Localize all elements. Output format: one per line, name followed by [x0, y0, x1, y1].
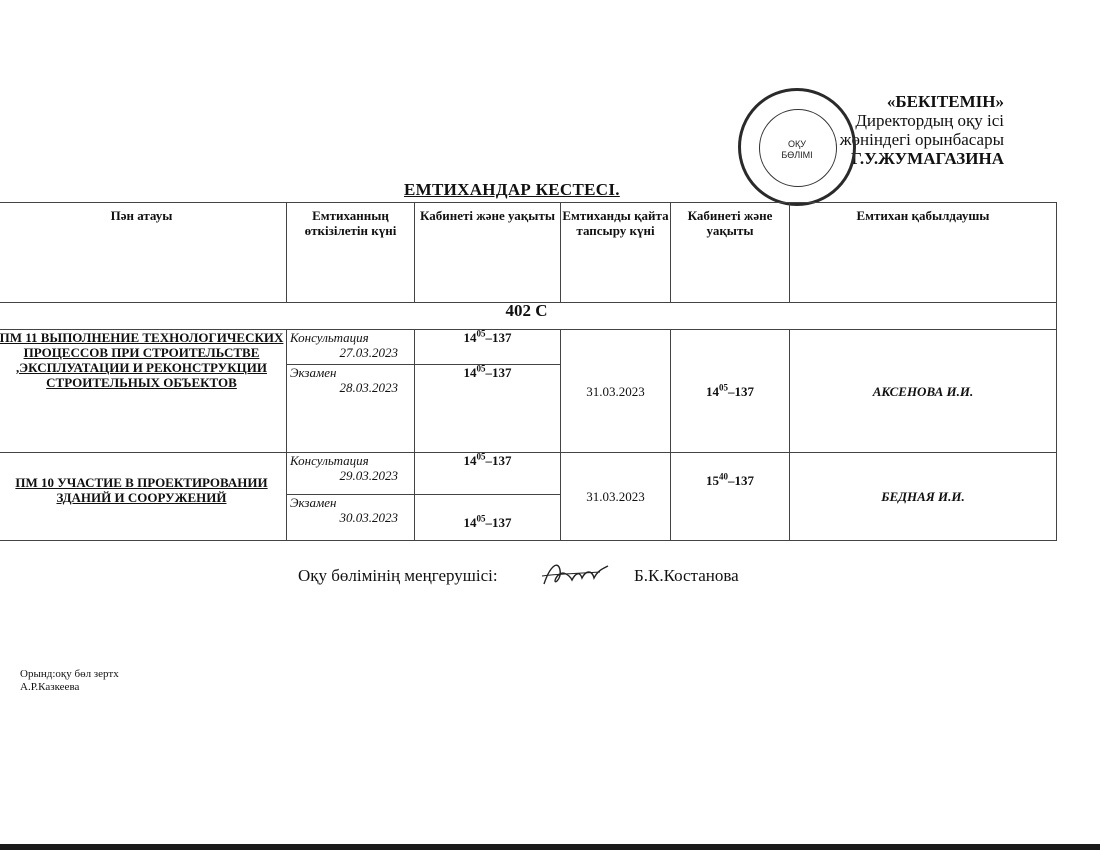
exam-room-time: $14^{05}-137$ [415, 365, 561, 453]
scan-edge-bar [0, 844, 1100, 850]
executor-name: А.Р.Казкеева [20, 681, 80, 693]
consultation-cell [287, 453, 415, 495]
consultation-label: Консультация [290, 330, 369, 345]
table-row [0, 330, 1057, 365]
exam-cell [287, 495, 415, 541]
seal-center-text: ОҚУ БӨЛІМІ [781, 139, 813, 160]
header-room-time: Кабинеті және уақыты [415, 203, 561, 303]
table-header-row [0, 203, 1057, 303]
approval-position-line1: Директордың оқу ісі [855, 111, 1004, 130]
document-title: ЕМТИХАНДАР КЕСТЕСІ. [404, 180, 620, 199]
header-examiner: Емтихан қабылдаушы [790, 203, 1057, 303]
examiner-name: АКСЕНОВА И.И. [790, 330, 1057, 453]
consultation-date: 27.03.2023 [339, 345, 398, 360]
group-label: 402 С [0, 303, 1057, 330]
approval-heading: «БЕКІТЕМІН» [886, 92, 1004, 111]
executor-position: Орынд:оқу бөл зертх [20, 668, 119, 680]
examiner-name: БЕДНАЯ И.И. [790, 453, 1057, 541]
consultation-room-time: $14^{05}-137$ [415, 330, 561, 365]
approval-position-line2: жөніндегі орынбасары [839, 130, 1004, 149]
consultation-cell [287, 330, 415, 365]
consultation-label: Консультация [290, 453, 369, 468]
head-of-department-name: Б.К.Костанова [634, 566, 739, 585]
group-row [0, 303, 1057, 330]
retake-room-time: $15^{40}-137$ [671, 453, 790, 541]
head-of-department-label: Оқу бөлімінің меңгерушісі: [298, 566, 498, 585]
official-seal [738, 88, 856, 206]
exam-label: Экзамен [290, 495, 337, 510]
table-row [0, 453, 1057, 495]
consultation-date: 29.03.2023 [339, 468, 398, 483]
retake-date: 31.03.2023 [561, 330, 671, 453]
approval-block [840, 92, 1004, 168]
exam-label: Экзамен [290, 365, 337, 380]
exam-schedule-table [0, 202, 1057, 541]
consultation-room-time: $14^{05}-137$ [415, 453, 561, 495]
retake-room-time: $14^{05}-137$ [671, 330, 790, 453]
header-subject: Пән атауы [0, 203, 287, 303]
approval-signatory-name: Г.У.ЖУМАГАЗИНА [851, 149, 1004, 168]
subject-name: ПМ 10 УЧАСТИЕ В ПРОЕКТИРОВАНИИ ЗДАНИЙ И СООРУЖЕНИЙ [0, 453, 287, 541]
executor-note [20, 668, 119, 694]
header-retake-room-time: Кабинеті және уақыты [671, 203, 790, 303]
subject-name: ПМ 11 ВЫПОЛНЕНИЕ ТЕХНОЛОГИЧЕСКИХ ПРОЦЕССОВ ПРИ СТРОИТЕЛЬСТВЕ ,ЭКСПЛУАТАЦИИ И РЕКОНСТРУКЦИИ СТРОИТЕЛЬНЫХ ОБЪЕКТОВ [0, 330, 287, 453]
header-retake-date: Емтиханды қайта тапсыру күні [561, 203, 671, 303]
exam-date: 28.03.2023 [339, 380, 398, 395]
retake-date: 31.03.2023 [561, 453, 671, 541]
header-exam-date: Емтиханның өткізілетін күні [287, 203, 415, 303]
exam-cell [287, 365, 415, 453]
exam-room-time: $14^{05}-137$ [415, 495, 561, 541]
exam-date: 30.03.2023 [339, 510, 398, 525]
handwritten-signature [540, 556, 610, 592]
